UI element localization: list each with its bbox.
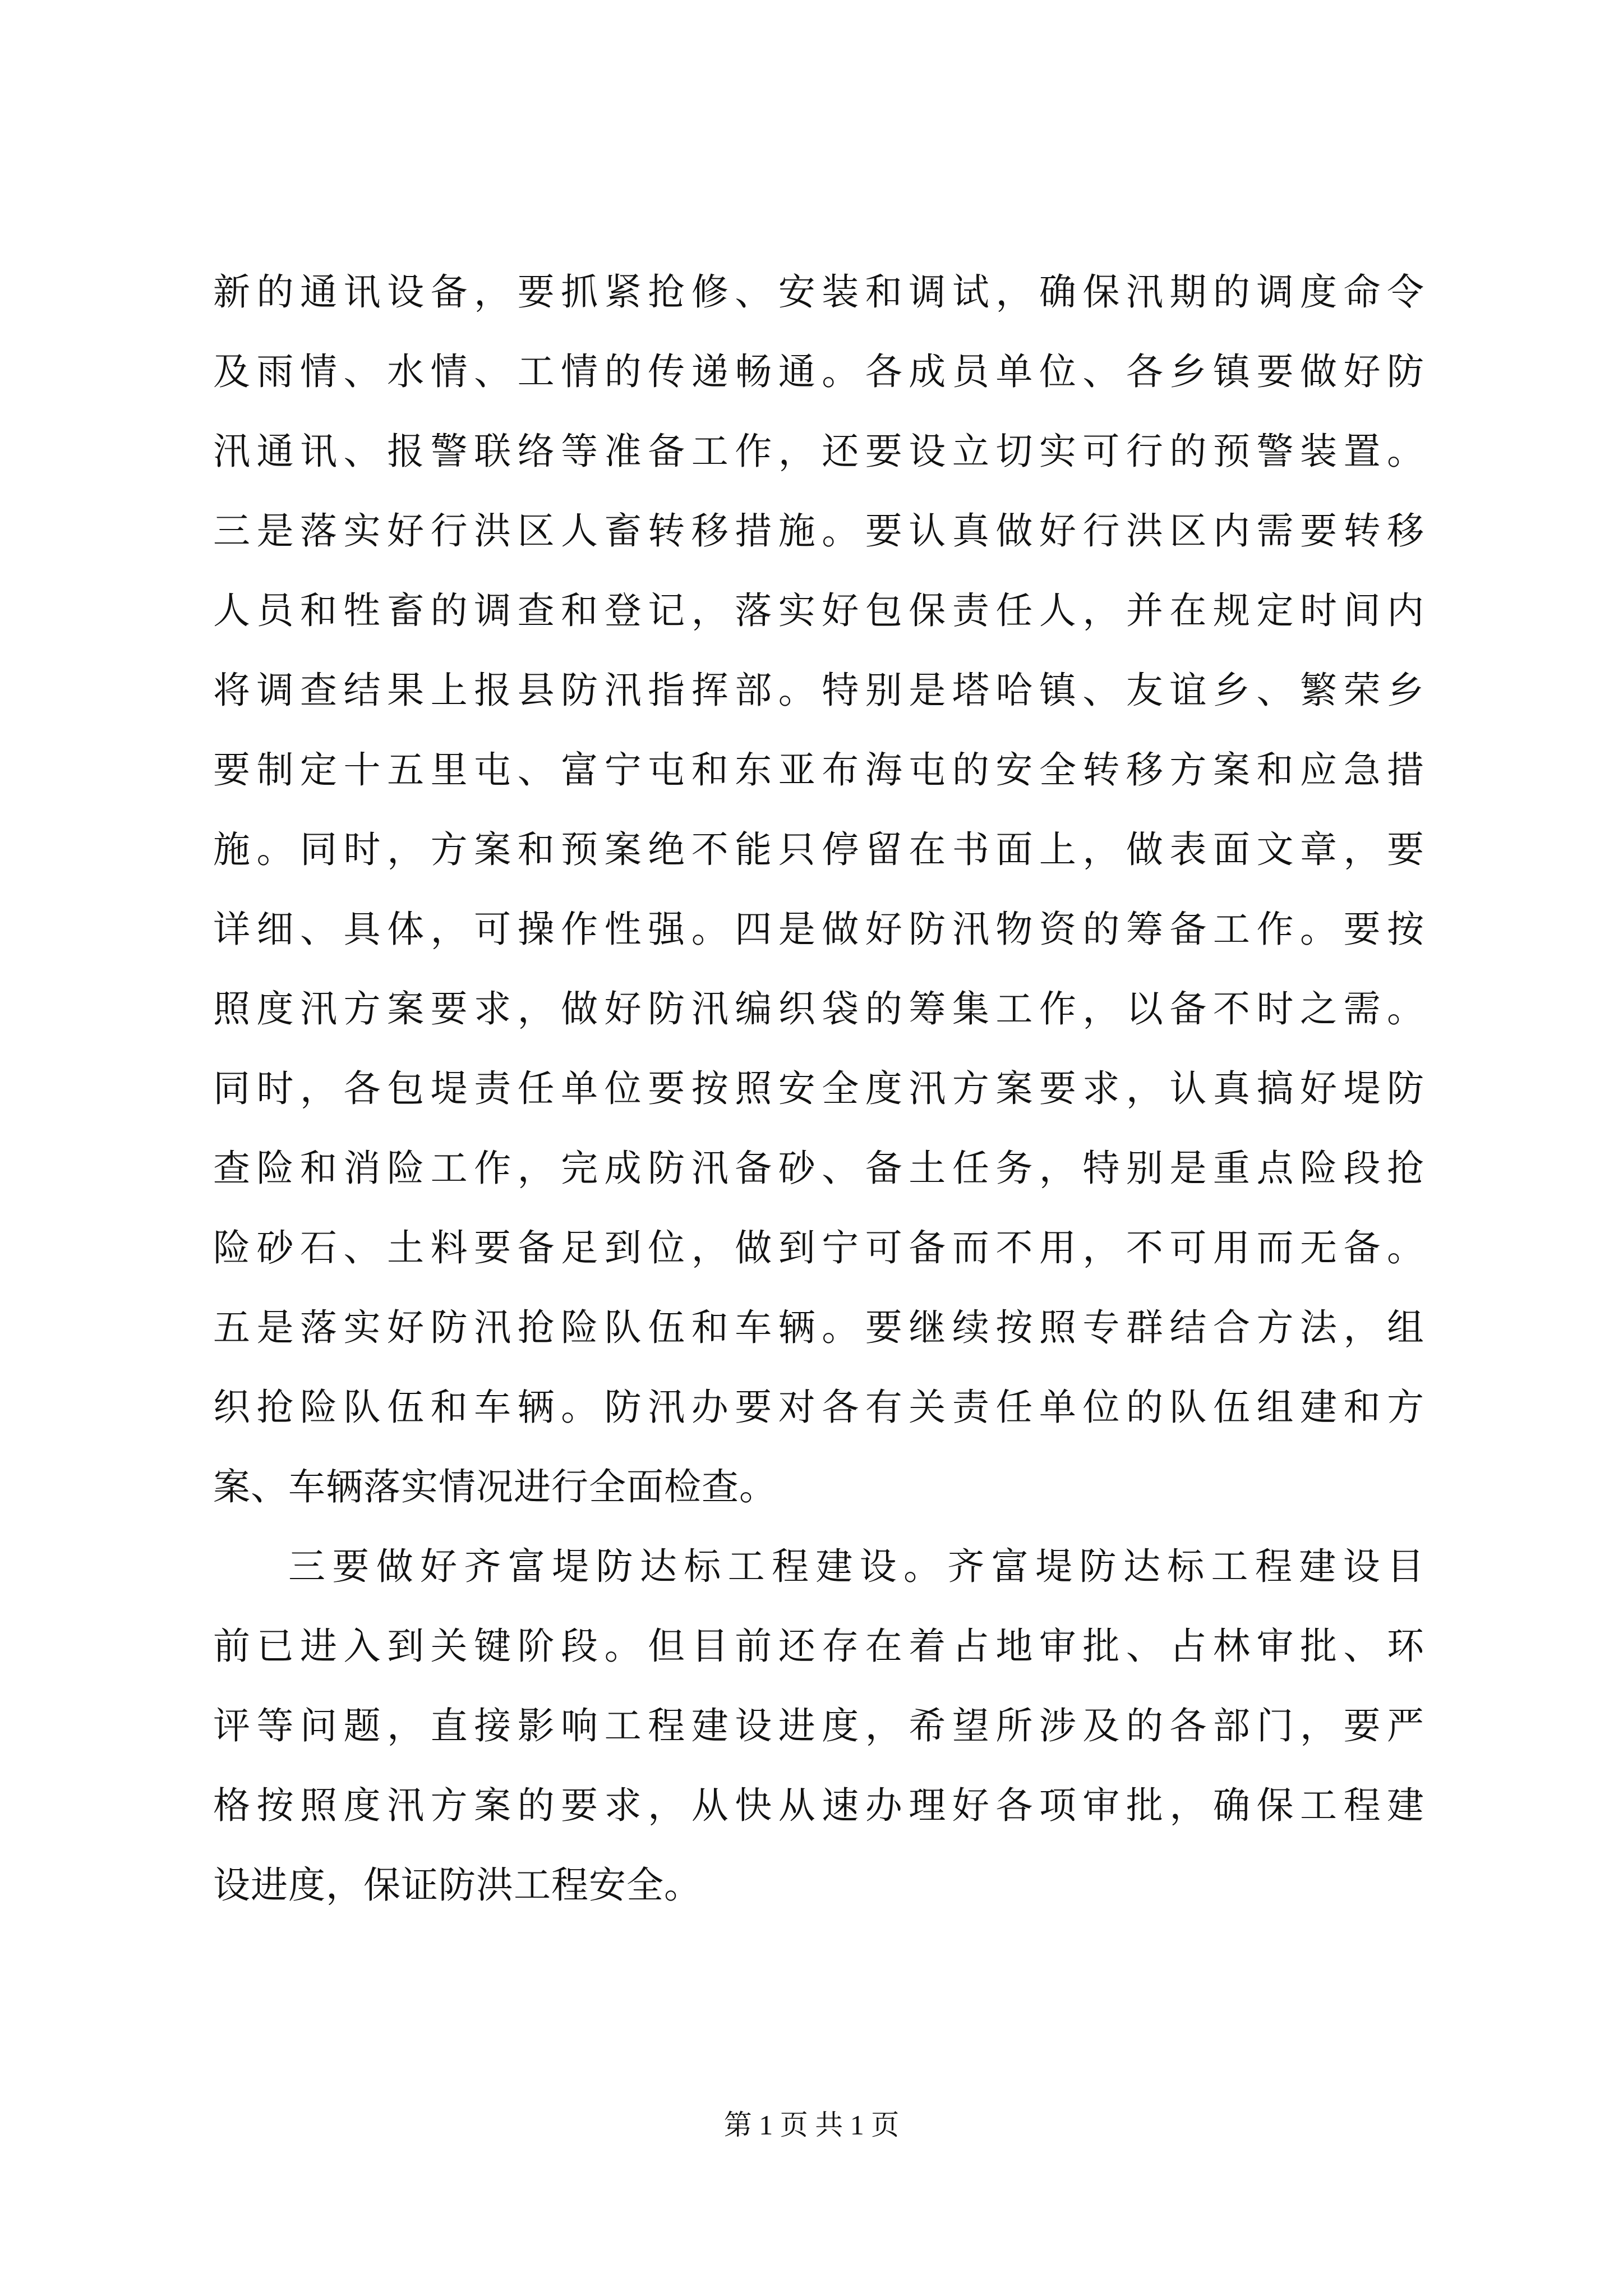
text-line: 及雨情、水情、工情的传递畅通。各成员单位、各乡镇要做好防 (213, 350, 1424, 393)
text-line: 前已进入到关键阶段。但目前还存在着占地审批、占林审批、环 (213, 1625, 1424, 1668)
text-line: 三是落实好行洪区人畜转移措施。要认真做好行洪区内需要转移 (213, 509, 1424, 553)
text-line: 五是落实好防汛抢险队伍和车辆。要继续按照专群结合方法，组 (213, 1306, 1424, 1349)
text-line: 同时，各包堤责任单位要按照安全度汛方案要求，认真搞好堤防 (213, 1067, 1424, 1110)
text-line: 新的通讯设备，要抓紧抢修、安装和调试，确保汛期的调度命令 (213, 270, 1424, 314)
text-line: 设进度，保证防洪工程安全。 (213, 1864, 702, 1907)
text-line: 汛通讯、报警联络等准备工作，还要设立切实可行的预警装置。 (213, 430, 1424, 473)
text-line: 详细、具体，可操作性强。四是做好防汛物资的筹备工作。要按 (213, 908, 1424, 951)
body-text (213, 252, 1424, 1925)
text-line: 案、车辆落实情况进行全面检查。 (213, 1465, 777, 1508)
paragraph-first-line: 三要做好齐富堤防达标工程建设。齐富堤防达标工程建设目 (288, 1545, 1424, 1588)
text-line: 织抢险队伍和车辆。防汛办要对各有关责任单位的队伍组建和方 (213, 1386, 1424, 1429)
text-line: 人员和牲畜的调查和登记，落实好包保责任人，并在规定时间内 (213, 589, 1424, 632)
text-line: 格按照度汛方案的要求，从快从速办理好各项审批，确保工程建 (213, 1784, 1424, 1827)
text-line: 施。同时，方案和预案绝不能只停留在书面上，做表面文章，要 (213, 828, 1424, 871)
text-line: 查险和消险工作，完成防汛备砂、备土任务，特别是重点险段抢 (213, 1147, 1424, 1190)
text-line: 要制定十五里屯、富宁屯和东亚布海屯的安全转移方案和应急措 (213, 748, 1424, 792)
text-line: 将调查结果上报县防汛指挥部。特别是塔哈镇、友谊乡、繁荣乡 (213, 669, 1424, 712)
text-line: 评等问题，直接影响工程建设进度，希望所涉及的各部门，要严 (213, 1704, 1424, 1747)
text-line: 险砂石、土料要备足到位，做到宁可备而不用，不可用而无备。 (213, 1226, 1424, 1269)
page-number-footer: 第 1 页 共 1 页 (723, 2109, 900, 2141)
text-line: 照度汛方案要求，做好防汛编织袋的筹集工作，以备不时之需。 (213, 987, 1424, 1030)
